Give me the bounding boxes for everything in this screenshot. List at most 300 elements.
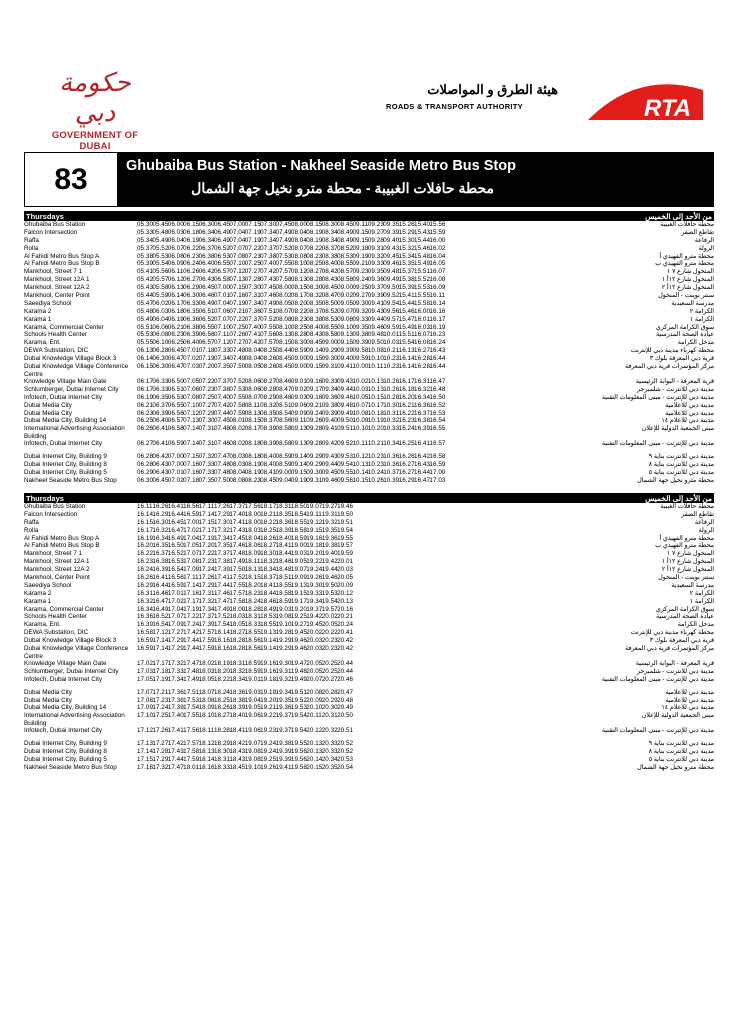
departure-time: 16.59 xyxy=(167,581,184,589)
table-row xyxy=(24,276,714,284)
departure-time: 06.57 xyxy=(198,339,215,347)
departure-time: 09.34 xyxy=(321,385,338,393)
departure-time: 17.31 xyxy=(198,589,215,597)
departure-time: 06.30 xyxy=(152,355,169,363)
departure-time: 08.40 xyxy=(260,461,277,469)
departure-time: 20.02 xyxy=(321,613,338,621)
departure-time: 06.02 xyxy=(152,299,169,307)
stop-name-arabic: مدينة دبي للإنترنت - مبنى المعلومات التقنية xyxy=(601,393,714,401)
departure-time: 09.29 xyxy=(321,347,338,355)
departure-time: 06.50 xyxy=(167,378,184,386)
departure-time: 08.53 xyxy=(337,252,354,260)
departure-time: 17.29 xyxy=(198,581,215,589)
departure-time: 19.24 xyxy=(306,566,323,574)
table-row xyxy=(24,425,714,440)
departure-time: 18.37 xyxy=(260,574,277,582)
departure-time: 08.28 xyxy=(290,331,307,339)
departure-time: 09.00 xyxy=(337,284,354,292)
stop-name-english: International Advertising Association Building xyxy=(24,425,125,441)
departure-time: 18.32 xyxy=(260,558,277,566)
gov-logo-arabic: حكومة دبي xyxy=(59,68,131,128)
departure-time: 19.59 xyxy=(337,550,354,558)
stop-name-arabic: الكرامة ١ xyxy=(689,597,714,605)
departure-time: 07.16 xyxy=(183,461,200,469)
departure-time: 16.23 xyxy=(429,331,446,339)
departure-time: 06.45 xyxy=(198,284,215,292)
departure-time: 08.37 xyxy=(321,244,338,252)
departure-time: 07.40 xyxy=(244,323,261,331)
departure-time: 18.05 xyxy=(198,675,215,683)
departure-time: 10.37 xyxy=(383,469,400,477)
departure-time: 06.45 xyxy=(152,476,169,484)
departure-time: 18.03 xyxy=(244,526,261,534)
stop-name-arabic: الرولة xyxy=(698,526,714,534)
departure-time: 09.37 xyxy=(367,284,384,292)
departure-time: 19.27 xyxy=(290,621,307,629)
departure-time: 05.59 xyxy=(152,292,169,300)
departure-time: 19.55 xyxy=(337,534,354,542)
departure-time: 16.26 xyxy=(137,574,154,582)
departure-time: 19.29 xyxy=(275,637,292,645)
departure-time: 08.13 xyxy=(275,331,292,339)
departure-time: 05.49 xyxy=(137,315,154,323)
departure-time: 06.53 xyxy=(213,252,230,260)
departure-time: 19.26 xyxy=(306,574,323,582)
departure-time: 07.12 xyxy=(183,409,200,417)
table-row xyxy=(24,324,714,332)
departure-time: 08.02 xyxy=(275,292,292,300)
departure-time: 07.00 xyxy=(167,461,184,469)
departure-time: 07.15 xyxy=(183,453,200,461)
stop-name-english: Karama 1 xyxy=(24,597,52,605)
departure-time: 09.42 xyxy=(321,440,338,448)
departure-time: 17.37 xyxy=(213,550,230,558)
departure-time: 20.41 xyxy=(337,629,354,637)
departure-times xyxy=(137,355,445,363)
departure-times xyxy=(137,453,445,461)
departure-time: 16.59 xyxy=(137,645,154,653)
table-row xyxy=(24,503,714,511)
departure-time: 06.36 xyxy=(183,315,200,323)
departure-time: 08.04 xyxy=(290,228,307,236)
departure-time: 07.19 xyxy=(229,299,246,307)
stop-name-english: Dubai Internet City, Building 5 xyxy=(24,469,107,477)
stop-name-english: Al Fahidi Metro Bus Stop B xyxy=(24,260,100,268)
route-title-arabic: محطة حافلات الغبيبة - محطة مترو نخيل جهة الشمال xyxy=(191,180,494,196)
departure-time: 20.28 xyxy=(321,688,338,696)
departure-times xyxy=(137,660,352,668)
departure-time: 16.54 xyxy=(429,417,446,425)
stop-name-english: Karama, Ent. xyxy=(24,339,61,347)
departure-time: 06.35 xyxy=(152,393,169,401)
departure-time: 08.04 xyxy=(290,236,307,244)
departure-time: 06.37 xyxy=(152,401,169,409)
departure-times xyxy=(137,621,352,629)
table-row xyxy=(24,566,714,574)
departure-time: 20.23 xyxy=(321,637,338,645)
departure-time: 07.55 xyxy=(229,393,246,401)
departure-time: 06.56 xyxy=(167,409,184,417)
departure-time: 18.59 xyxy=(275,597,292,605)
departure-time: 17.35 xyxy=(213,542,230,550)
departure-time: 10.08 xyxy=(352,409,369,417)
departure-time: 08.43 xyxy=(306,331,323,339)
departure-time: 09.43 xyxy=(383,244,400,252)
departure-time: 06.23 xyxy=(137,409,154,417)
departure-time: 08.04 xyxy=(229,469,246,477)
departure-time: 07.02 xyxy=(183,355,200,363)
stop-name-arabic: مدينة دبي للاعلامية xyxy=(665,401,714,409)
departure-time: 17.14 xyxy=(198,510,215,518)
departure-time: 19.38 xyxy=(275,740,292,748)
departure-time: 07.38 xyxy=(260,252,277,260)
departure-time: 09.05 xyxy=(337,299,354,307)
departure-time: 16.47 xyxy=(152,597,169,605)
departure-time: 18.59 xyxy=(244,667,261,675)
departure-time: 06.14 xyxy=(167,292,184,300)
departure-time: 09.28 xyxy=(367,236,384,244)
departure-time: 07.30 xyxy=(260,221,277,228)
departure-time: 09.30 xyxy=(352,299,369,307)
departure-time: 06.42 xyxy=(152,453,169,461)
day-label-english: Thursdays xyxy=(26,211,64,221)
departure-time: 16.57 xyxy=(429,440,446,448)
departure-time: 10.33 xyxy=(383,425,400,433)
stop-name-arabic: المنخول شارع ١٢أ ٢ xyxy=(661,566,714,574)
departure-time: 09.38 xyxy=(352,331,369,339)
departure-time: 07.55 xyxy=(275,260,292,268)
departure-time: 18.51 xyxy=(275,574,292,582)
stop-name-arabic: المنخول شارع ١٢أ ١ xyxy=(661,276,714,284)
departure-time: 18.23 xyxy=(244,589,261,597)
departure-time: 18.33 xyxy=(244,621,261,629)
stop-name-english: Raffa xyxy=(24,518,39,526)
departure-time: 19.15 xyxy=(306,526,323,534)
departure-time: 08.37 xyxy=(260,417,277,425)
departure-time: 19.25 xyxy=(290,613,307,621)
departure-time: 19.26 xyxy=(260,763,277,771)
departure-time: 16.24 xyxy=(398,425,415,433)
departure-time: 07.21 xyxy=(229,307,246,315)
departure-time: 16.59 xyxy=(137,637,154,645)
departure-time: 18.31 xyxy=(213,756,230,764)
departure-times xyxy=(137,566,352,574)
departure-time: 17.07 xyxy=(167,613,184,621)
departure-time: 08.45 xyxy=(306,339,323,347)
departure-time: 16.31 xyxy=(137,589,154,597)
departure-time: 08.43 xyxy=(321,276,338,284)
departure-time: 15.52 xyxy=(414,276,431,284)
rta-logo xyxy=(378,80,708,130)
departure-time: 17.10 xyxy=(137,712,154,720)
departure-time: 08.48 xyxy=(275,393,292,401)
stop-name-english: DEWA Substation, DIC xyxy=(24,629,89,637)
departure-time: 17.44 xyxy=(167,756,184,764)
departure-time: 10.23 xyxy=(367,461,384,469)
departure-time: 09.13 xyxy=(337,331,354,339)
stop-name-english: Mankhool, Street 12A 2 xyxy=(24,566,90,574)
departure-time: 08.22 xyxy=(290,307,307,315)
departure-time: 09.44 xyxy=(337,385,354,393)
departure-time: 20.11 xyxy=(306,712,322,720)
departure-time: 17.17 xyxy=(152,660,169,668)
departure-time: 07.14 xyxy=(183,425,200,433)
departure-time: 08.13 xyxy=(244,409,261,417)
departure-time: 19.33 xyxy=(306,589,323,597)
departure-time: 07.25 xyxy=(198,393,215,401)
departure-time: 07.33 xyxy=(213,347,230,355)
departure-time: 07.45 xyxy=(260,284,277,292)
stop-name-arabic: المنخول شارع ٧ ١ xyxy=(666,268,714,276)
departure-time: 20.13 xyxy=(306,740,323,748)
departure-time: 17.11 xyxy=(183,574,199,582)
departure-times xyxy=(137,582,352,590)
departure-time: 19.29 xyxy=(275,645,292,653)
departure-time: 19.56 xyxy=(290,756,307,764)
departure-time: 05.58 xyxy=(152,284,169,292)
stop-name-arabic: سوق الكرامة المركزي xyxy=(655,605,714,613)
departure-time: 08.12 xyxy=(290,268,307,276)
departure-time: 09.46 xyxy=(321,476,338,484)
departure-time: 18.10 xyxy=(198,712,215,720)
departure-time: 20.12 xyxy=(306,727,323,735)
departure-time: 08.42 xyxy=(321,268,338,276)
departure-time: 17.28 xyxy=(152,748,169,756)
departure-time: 07.45 xyxy=(275,221,292,228)
departure-time: 17.16 xyxy=(183,589,200,597)
departure-time: 09.15 xyxy=(306,363,323,371)
departure-time: 07.42 xyxy=(213,401,230,409)
departure-time: 08.08 xyxy=(290,252,307,260)
stop-name-arabic: تقاطع الصقر xyxy=(681,228,714,236)
departure-time: 20.14 xyxy=(306,756,323,764)
departure-time: 15.53 xyxy=(414,284,431,292)
departure-time: 08.26 xyxy=(260,363,277,371)
departure-time: 09.23 xyxy=(352,268,369,276)
departure-time: 19.08 xyxy=(275,613,292,621)
departure-time: 08.02 xyxy=(229,440,246,448)
departure-time: 06.46 xyxy=(198,292,215,300)
departure-time: 09.50 xyxy=(383,284,400,292)
departure-time: 19.51 xyxy=(337,518,354,526)
departure-time: 07.18 xyxy=(183,476,200,484)
stop-name-english: Nakheel Seaside Metro Bus Stop xyxy=(24,476,117,484)
departure-time: 09.36 xyxy=(321,393,338,401)
departure-time: 06.57 xyxy=(213,268,230,276)
departure-time: 18.55 xyxy=(260,621,277,629)
departure-time: 05.48 xyxy=(137,307,154,315)
departure-time: 09.36 xyxy=(367,276,384,284)
stop-name-english: Mankhool, Street 12A 1 xyxy=(24,276,90,284)
stop-name-english: Rolla xyxy=(24,244,39,252)
departure-time: 06.18 xyxy=(183,228,200,236)
departure-time: 17.55 xyxy=(183,712,200,720)
departure-time: 06.45 xyxy=(213,221,230,228)
departure-time: 08.50 xyxy=(321,299,338,307)
departure-time: 20.05 xyxy=(306,660,323,668)
departure-time: 20.15 xyxy=(306,763,323,771)
departure-time: 20.05 xyxy=(321,621,338,629)
table-row xyxy=(24,740,714,748)
departure-time: 20.48 xyxy=(337,696,354,704)
departure-time: 07.01 xyxy=(213,292,230,300)
departure-times xyxy=(137,606,352,614)
departure-time: 16.37 xyxy=(414,409,431,417)
departure-time: 16.59 xyxy=(429,461,446,469)
departure-time: 08.57 xyxy=(337,268,354,276)
table-row xyxy=(24,394,714,402)
departure-time: 07.49 xyxy=(260,299,277,307)
departure-time: 06.49 xyxy=(198,299,215,307)
departure-time: 09.29 xyxy=(306,461,323,469)
departure-time: 16.36 xyxy=(137,613,154,621)
departure-time: 17.46 xyxy=(229,542,246,550)
departure-time: 09.50 xyxy=(337,417,354,425)
departure-time: 08.11 xyxy=(244,401,261,409)
departure-time: 17.26 xyxy=(213,503,230,510)
departure-time: 06.53 xyxy=(167,393,184,401)
departure-time: 20.09 xyxy=(306,696,323,704)
departure-time: 06.40 xyxy=(198,260,215,268)
stop-name-arabic: مدرسة السعيدية xyxy=(671,299,714,307)
departure-time: 15.46 xyxy=(414,244,431,252)
departure-time: 16.35 xyxy=(152,542,169,550)
departure-time: 18.58 xyxy=(290,526,307,534)
departure-time: 17.42 xyxy=(167,740,184,748)
departure-time: 09.24 xyxy=(352,276,369,284)
table-row xyxy=(24,676,714,684)
departure-time: 08.01 xyxy=(229,417,246,425)
stop-name-english: Mankhool, Street 12A 2 xyxy=(24,284,90,292)
departure-time: 09.45 xyxy=(321,469,338,477)
departure-time: 10.17 xyxy=(367,401,384,409)
departure-time: 05.54 xyxy=(152,260,169,268)
departure-time: 15.55 xyxy=(414,292,431,300)
departure-time: 07.48 xyxy=(213,461,230,469)
departure-time: 07.56 xyxy=(260,331,277,339)
departure-time: 17.05 xyxy=(183,542,200,550)
stop-name-english: Karama, Ent. xyxy=(24,621,61,629)
table-row xyxy=(24,300,714,308)
departure-time: 19.17 xyxy=(290,597,307,605)
departure-time: 16.58 xyxy=(429,453,446,461)
departure-time: 06.56 xyxy=(198,331,215,339)
departure-time: 05.37 xyxy=(137,244,154,252)
departure-time: 16.47 xyxy=(167,526,184,534)
departure-times xyxy=(137,308,445,316)
departure-times xyxy=(137,268,445,276)
departure-time: 10.36 xyxy=(383,453,400,461)
departure-time: 06.40 xyxy=(152,417,169,425)
departure-time: 17.04 xyxy=(167,605,184,613)
departure-time: 19.11 xyxy=(306,510,322,518)
departure-time: 05.39 xyxy=(137,260,154,268)
departure-time: 19.16 xyxy=(260,667,277,675)
departure-time: 09.43 xyxy=(337,378,354,386)
departure-time: 06.30 xyxy=(198,221,215,228)
departure-time: 06.24 xyxy=(183,260,200,268)
departure-time: 08.40 xyxy=(260,453,277,461)
departure-time: 06.26 xyxy=(183,268,200,276)
departure-time: 08.59 xyxy=(275,453,292,461)
departure-time: 16.20 xyxy=(137,542,154,550)
departure-time: 20.27 xyxy=(321,675,338,683)
departure-time: 07.29 xyxy=(198,409,215,417)
departure-times xyxy=(137,378,445,386)
departure-time: 16.49 xyxy=(167,534,184,542)
departure-times xyxy=(137,260,445,268)
departure-time: 07.04 xyxy=(213,299,230,307)
departure-time: 16.21 xyxy=(398,401,415,409)
departure-time: 06.33 xyxy=(152,385,169,393)
departure-time: 07.22 xyxy=(198,378,215,386)
departure-time: 07.48 xyxy=(229,347,246,355)
departure-time: 07.49 xyxy=(229,355,246,363)
departure-times xyxy=(137,300,445,308)
departure-time: 07.47 xyxy=(213,453,230,461)
departure-times xyxy=(137,417,445,425)
departure-time: 10.31 xyxy=(383,409,400,417)
stop-name-english: Dubai Media City, Building 14 xyxy=(24,704,107,712)
departure-time: 15.26 xyxy=(398,221,415,228)
departure-time: 16.43 xyxy=(414,461,431,469)
departure-time: 19.13 xyxy=(260,629,277,637)
departure-time: 18.40 xyxy=(229,712,246,720)
departure-time: 17.32 xyxy=(198,597,215,605)
departure-time: 10.13 xyxy=(352,461,369,469)
departure-times xyxy=(137,469,445,477)
stop-name-arabic: مدينة دبي للاعلام ١٤ xyxy=(661,417,714,425)
stop-name-arabic: الكرامة ٢ xyxy=(689,589,714,597)
departure-time: 09.52 xyxy=(383,292,400,300)
departure-time: 07.45 xyxy=(213,417,230,425)
departure-time: 19.08 xyxy=(244,748,261,756)
departure-time: 09.15 xyxy=(352,228,369,236)
departure-time: 09.24 xyxy=(306,409,323,417)
departure-time: 18.16 xyxy=(213,645,230,653)
stop-name-arabic: قرية دبي المعرفة بلوك ٣ xyxy=(649,355,714,363)
departure-time: 16.23 xyxy=(137,558,154,566)
departure-time: 17.02 xyxy=(183,526,200,534)
departure-time: 06.25 xyxy=(137,417,154,425)
departure-time: 07.46 xyxy=(213,425,230,433)
departure-time: 17.41 xyxy=(167,727,184,735)
departure-time: 08.15 xyxy=(306,221,323,228)
departure-time: 18.59 xyxy=(244,660,261,668)
departure-time: 10.21 xyxy=(367,440,384,448)
stop-name-english: Schlumberger, Dubai Internet City xyxy=(24,667,119,675)
departure-time: 18.27 xyxy=(213,712,230,720)
departure-time: 07.11 xyxy=(213,331,230,339)
departure-time: 17.29 xyxy=(167,645,184,653)
departure-time: 08.54 xyxy=(275,409,292,417)
departure-time: 07.30 xyxy=(198,417,215,425)
departure-times xyxy=(137,410,445,418)
departure-time: 18.03 xyxy=(198,667,215,675)
departure-time: 16.27 xyxy=(398,469,415,477)
departure-time: 18.26 xyxy=(213,704,230,712)
departure-time: 16.29 xyxy=(137,581,154,589)
stop-name-english: Falcon Intersection xyxy=(24,228,78,236)
departure-time: 09.00 xyxy=(290,363,307,371)
departure-time: 06.19 xyxy=(137,393,154,401)
departure-time: 07.41 xyxy=(244,331,261,339)
stop-name-arabic: مدينة دبي للانترنت بناية ٩ xyxy=(648,740,714,748)
departure-time: 06.30 xyxy=(152,363,169,371)
header-logos xyxy=(0,0,735,150)
departure-time: 18.28 xyxy=(229,637,246,645)
departure-time: 06.17 xyxy=(137,378,154,386)
